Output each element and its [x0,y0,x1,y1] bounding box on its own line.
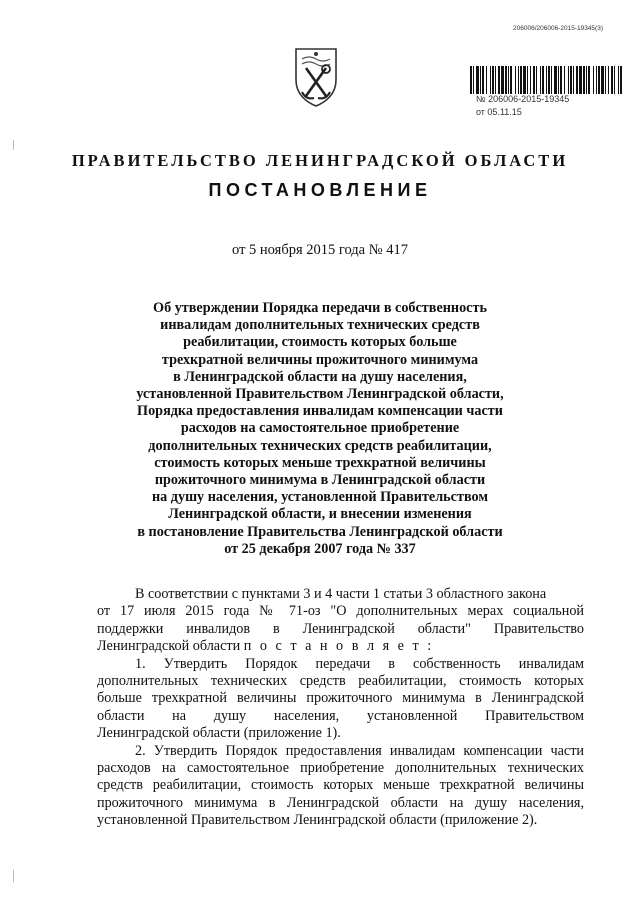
subject-line: Ленинградской области, и внесении изменения [168,506,472,523]
barcode-bar [579,66,582,94]
paragraph-intro [97,586,584,656]
text-line: В соответствии с пунктами 3 и 4 части 1 статьи 3 областного закона [135,586,547,602]
barcode-bar [501,66,504,94]
subject-line: в постановление Правительства Ленинградской области [137,523,503,540]
barcode-bar [611,66,613,94]
barcode-bar [498,66,500,94]
text-line: от 17 июля 2015 года № 71-оз "О дополнительных мерах социальной [97,603,584,620]
subject-line: стоимость которых меньше трехкратной величины [154,454,486,471]
barcode-bar [558,66,559,94]
barcode-bar [533,66,535,94]
text-line: поддержки инвалидов в Ленинградской области" Правительство [97,620,584,637]
subject-line: Порядка предоставления инвалидам компенсации части [137,403,503,420]
text-line: прожиточного минимума в Ленинградской области на душу населения, [97,794,584,811]
barcode-bar [570,66,572,94]
barcode-bar [551,66,552,94]
barcode-bar [473,66,474,94]
text-line: расходов на самостоятельное приобретение дополнительных технических [97,760,584,777]
barcode-bar [573,66,574,94]
subject-line: на душу населения, установленной Правительством [151,489,489,506]
government-title: ПРАВИТЕЛЬСТВО ЛЕНИНГРАДСКОЙ ОБЛАСТИ [71,151,569,170]
document-code: 206006/206006-2015-19345(3) [513,25,603,32]
subject-line: от 25 декабря 2007 года № 337 [224,540,416,557]
barcode-bar [614,66,615,94]
barcode-bar [492,66,494,94]
barcode-bar [546,66,547,94]
text-line: 1. Утвердить Порядок передачи в собственность инвалидам [135,655,584,672]
barcode-bar [470,66,472,94]
barcode-bar [605,66,606,94]
barcode-bar [568,66,569,94]
barcode-bar [540,66,541,94]
registration-date: от 05.11.15 [476,107,522,117]
document-type: ПОСТАНОВЛЕНИЕ [208,180,432,200]
barcode-bar [596,66,597,94]
barcode-bar [536,66,537,94]
text-line: больше трехкратной величины прожиточного минимума в Ленинградской [97,690,584,707]
barcode-bar [482,66,484,94]
subject-line: расходов на самостоятельное приобретение [180,420,460,437]
text-line: 2. Утвердить Порядок предоставления инвалидам компенсации части [135,742,584,759]
barcode-bar [510,66,512,94]
text-line: установленной Правительством Ленинградской области (приложение 2). [97,812,538,829]
barcode-bar [520,66,522,94]
barcode-bar [527,66,528,94]
scan-mark [13,870,14,882]
subject-line: инвалидам дополнительных технических средств [160,317,480,334]
subject-line: установленной Правительством Ленинградской области, [136,386,504,403]
text-fragment: Ленинградской области [97,638,241,655]
document-date: от 5 ноября 2015 года № 417 [232,242,408,258]
barcode [470,66,623,94]
barcode-bar [523,66,526,94]
document-subject [100,300,540,558]
barcode-bar [564,66,565,94]
barcode-bar [601,66,604,94]
barcode-bar [598,66,600,94]
paragraph-item-2 [97,743,584,830]
barcode-bar [495,66,496,94]
barcode-bar [515,66,516,94]
barcode-bar [490,66,491,94]
text-line: дополнительных технических средств реабилитации, стоимость которых [97,673,584,690]
text-line [97,638,584,655]
barcode-bar [588,66,590,94]
barcode-bar [554,66,557,94]
barcode-bar [476,66,479,94]
barcode-bar [583,66,585,94]
resolves-word: п о с т а н о в л я е т : [243,638,434,655]
barcode-bar [586,66,587,94]
barcode-bar [518,66,519,94]
barcode-bar [608,66,609,94]
subject-line: реабилитации, стоимость которых больше [183,334,457,351]
text-line: области на душу населения, установленной Правительством [97,707,584,724]
barcode-bar [618,66,619,94]
barcode-bar [548,66,550,94]
barcode-bar [560,66,562,94]
barcode-bar [486,66,487,94]
subject-line: прожиточного минимума в Ленинградской области [154,472,486,489]
paragraph-item-1 [97,656,584,743]
subject-line: дополнительных технических средств реабилитации, [148,437,492,454]
barcode-bar [530,66,531,94]
coat-of-arms-icon [292,46,340,108]
barcode-bar [593,66,594,94]
barcode-bar [542,66,544,94]
text-line: Ленинградской области (приложение 1). [97,725,341,742]
subject-line: трехкратной величины прожиточного минимума [161,351,479,368]
barcode-bar [576,66,578,94]
document-body [97,586,584,830]
barcode-bar [505,66,507,94]
registration-number: № 206006-2015-19345 [476,94,570,104]
barcode-bar [508,66,509,94]
barcode-bar [480,66,481,94]
subject-line: в Ленинградской области на душу населения, [173,368,467,385]
text-line: средств реабилитации, стоимость которых меньше трехкратной величины [97,777,584,794]
subject-line: Об утверждении Порядка передачи в собственность [153,300,487,316]
barcode-bar [620,66,622,94]
scan-mark [13,140,14,150]
